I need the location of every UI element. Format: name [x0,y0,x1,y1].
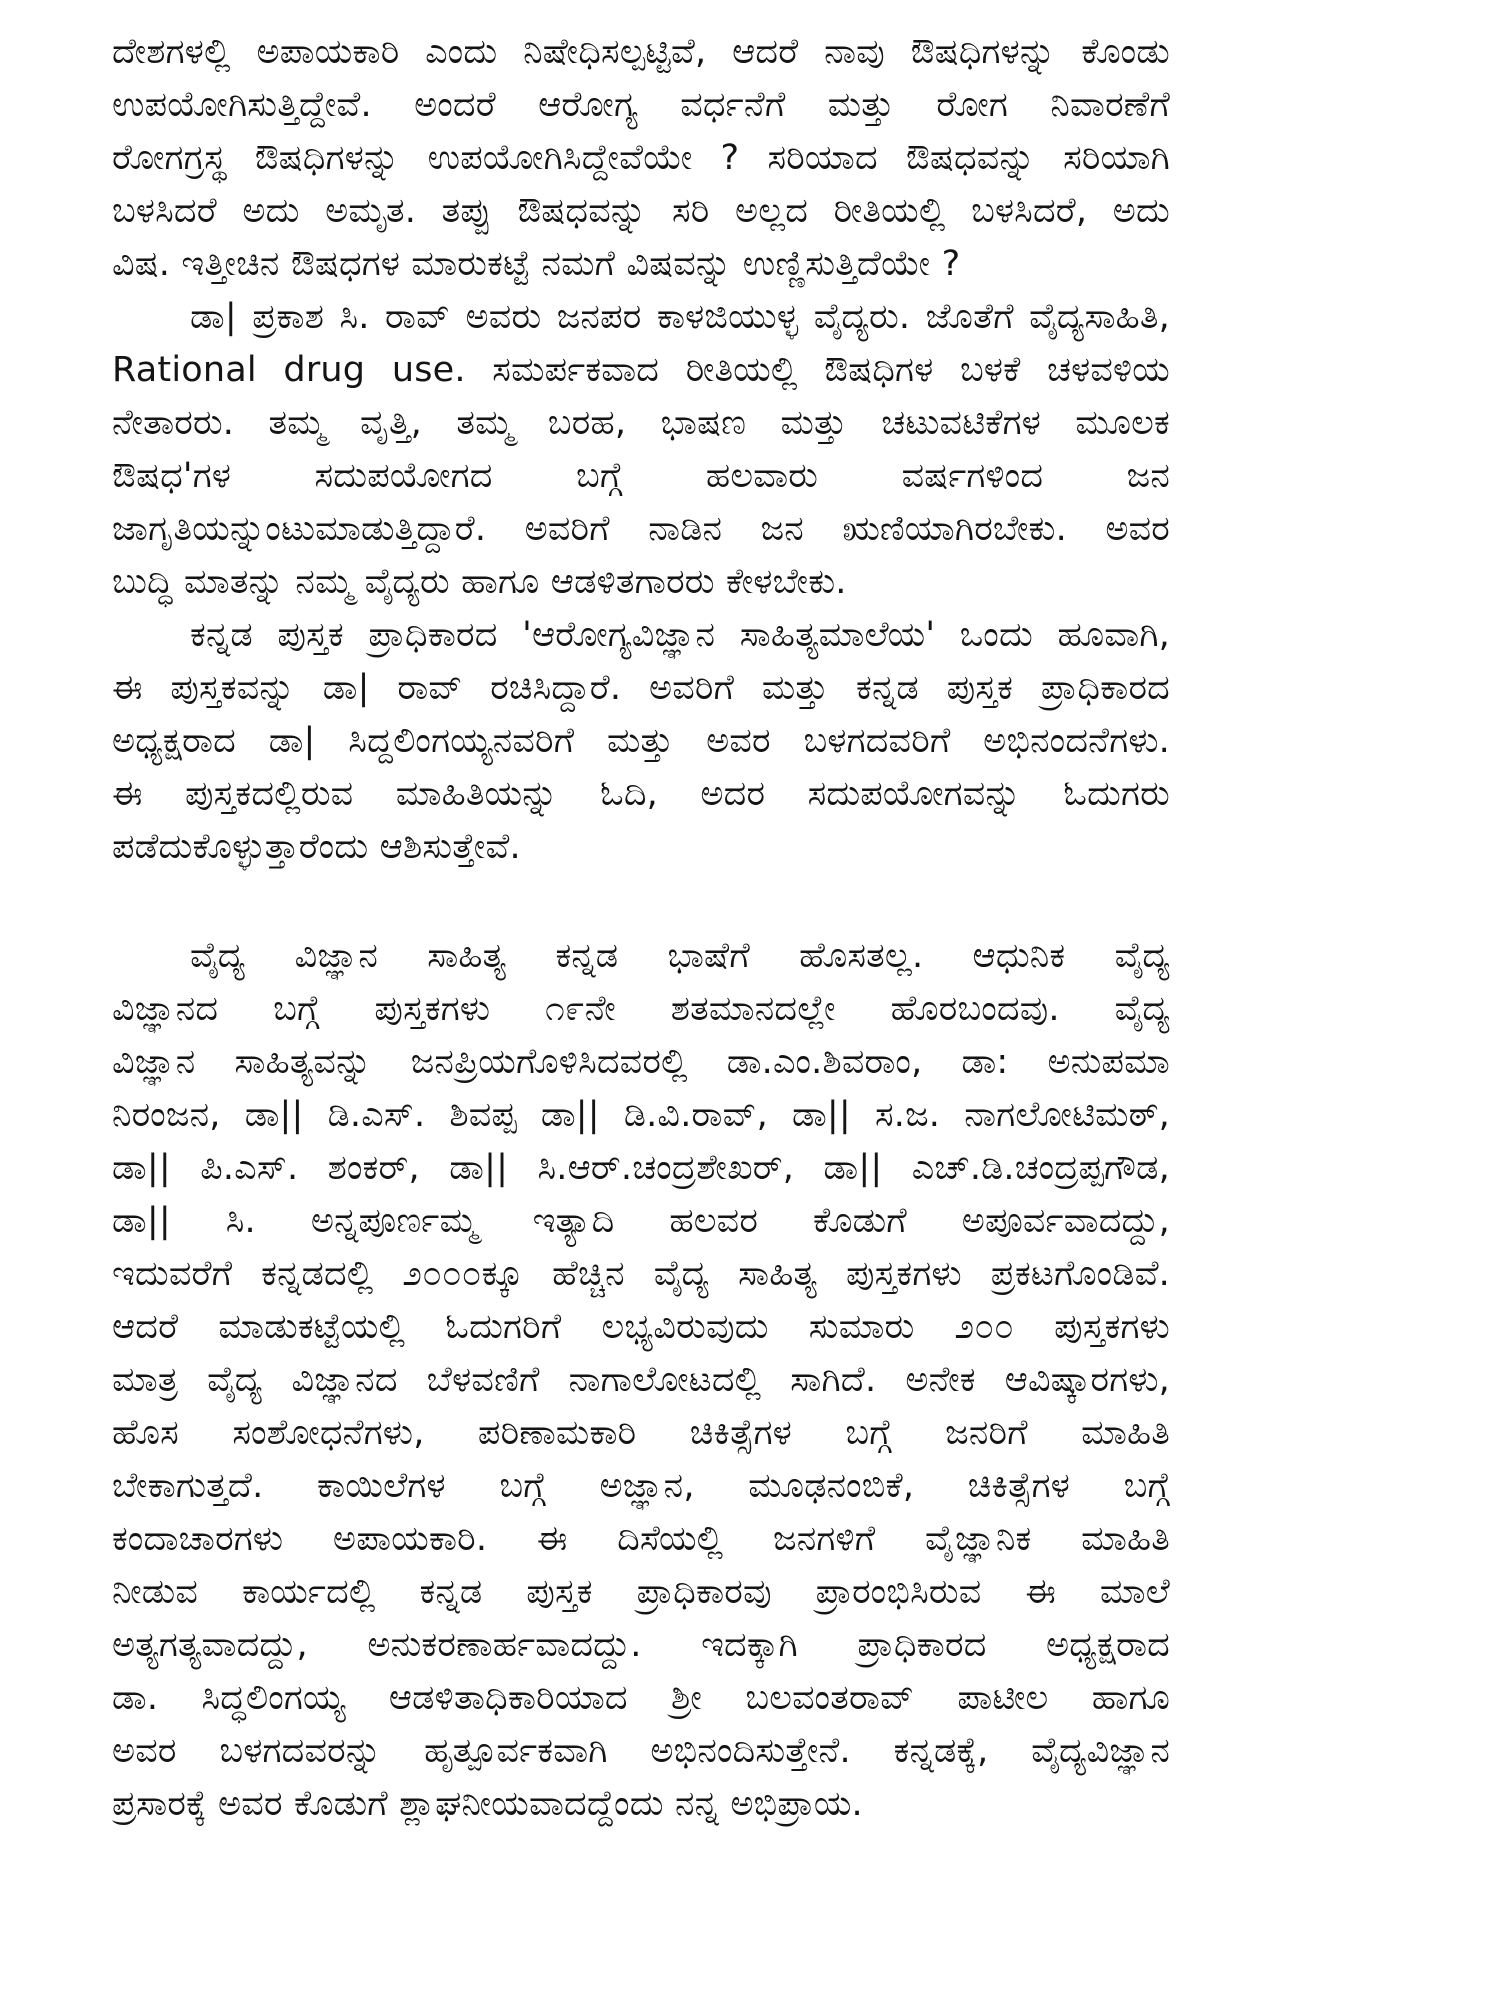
text-line: ಆದರೆ ಮಾಡುಕಟ್ಟೆಯಲ್ಲಿ ಓದುಗರಿಗೆ ಲಭ್ಯವಿರುವುದು ಸುಮಾರು ೨೦೦ ಪುಸ್ತಕಗಳು [112,1307,1170,1347]
paragraph [112,609,1170,874]
scanned-page-text-block [112,26,1170,1831]
text-line: ಡಾ|| ಸಿ. ಅನ್ನಪೂರ್ಣಮ್ಮ ಇತ್ಯಾದಿ ಹಲವರ ಕೊಡುಗೆ ಅಪೂರ್ವವಾದದ್ದು, [112,1201,1170,1241]
text-line: Rational drug use. ಸಮರ್ಪಕವಾದ ರೀತಿಯಲ್ಲಿ ಔಷಧಿಗಳ ಬಳಕೆ ಚಳವಳಿಯ [112,350,1170,390]
paragraph [112,26,1170,291]
text-line: ಅತ್ಯಗತ್ಯವಾದದ್ದು, ಅನುಕರಣಾರ್ಹವಾದದ್ದು. ಇದಕ್ಕಾಗಿ ಪ್ರಾಧಿಕಾರದ ಅಧ್ಯಕ್ಷರಾದ [112,1625,1170,1665]
text-line: ಬುದ್ಧಿ ಮಾತನ್ನು ನಮ್ಮ ವೈದ್ಯರು ಹಾಗೂ ಆಡಳಿತಗಾರರು ಕೇಳಬೇಕು. [112,562,847,602]
text-line: ವಿಜ್ಞಾನದ ಬಗ್ಗೆ ಪುಸ್ತಕಗಳು ೧೯ನೇ ಶತಮಾನದಲ್ಲೇ ಹೊರಬಂದವು. ವೈದ್ಯ [112,989,1170,1029]
text-line: ಬೇಕಾಗುತ್ತದೆ. ಕಾಯಿಲೆಗಳ ಬಗ್ಗೆ ಅಜ್ಞಾನ, ಮೂಢನಂಬಿಕೆ, ಚಿಕಿತ್ಸೆಗಳ ಬಗ್ಗೆ [112,1466,1170,1506]
text-line: ಬಳಸಿದರೆ ಅದು ಅಮೃತ. ತಪ್ಪು ಔಷಧವನ್ನು ಸರಿ ಅಲ್ಲದ ರೀತಿಯಲ್ಲಿ ಬಳಸಿದರೆ, ಅದು [112,191,1170,231]
text-line: ಡಾ|| ಪಿ.ಎಸ್. ಶಂಕರ್, ಡಾ|| ಸಿ.ಆರ್.ಚಂದ್ರಶೇಖರ್, ಡಾ|| ಎಚ್.ಡಿ.ಚಂದ್ರಪ್ಪಗೌಡ, [112,1148,1170,1188]
text-line: ವೈದ್ಯ ವಿಜ್ಞಾನ ಸಾಹಿತ್ಯ ಕನ್ನಡ ಭಾಷೆಗೆ ಹೊಸತಲ್ಲ. ಆಧುನಿಕ ವೈದ್ಯ [190,936,1170,976]
text-line: ಅಧ್ಯಕ್ಷರಾದ ಡಾ| ಸಿದ್ದಲಿಂಗಯ್ಯನವರಿಗೆ ಮತ್ತು ಅವರ ಬಳಗದವರಿಗೆ ಅಭಿನಂದನೆಗಳು. [112,721,1170,761]
text-line: ನಿರಂಜನ, ಡಾ|| ಡಿ.ಎಸ್. ಶಿವಪ್ಪ ಡಾ|| ಡಿ.ವಿ.ರಾವ್, ಡಾ|| ಸ.ಜ. ನಾಗಲೋಟಿಮಠ್, [112,1095,1170,1135]
text-line: ಈ ಪುಸ್ತಕದಲ್ಲಿರುವ ಮಾಹಿತಿಯನ್ನು ಓದಿ, ಅದರ ಸದುಪಯೋಗವನ್ನು ಓದುಗರು [112,774,1170,814]
text-line: ವಿಜ್ಞಾನ ಸಾಹಿತ್ಯವನ್ನು ಜನಪ್ರಿಯಗೊಳಿಸಿದವರಲ್ಲಿ ಡಾ.ಎಂ.ಶಿವರಾಂ, ಡಾ: ಅನುಪಮಾ [112,1042,1170,1082]
text-line: ಇದುವರೆಗೆ ಕನ್ನಡದಲ್ಲಿ ೨೦೦೦ಕ್ಕೂ ಹೆಚ್ಚಿನ ವೈದ್ಯ ಸಾಹಿತ್ಯ ಪುಸ್ತಕಗಳು ಪ್ರಕಟಗೊಂಡಿವೆ. [112,1254,1170,1294]
text-line: ಜಾಗೃತಿಯನ್ನುಂಟುಮಾಡುತ್ತಿದ್ದಾರೆ. ಅವರಿಗೆ ನಾಡಿನ ಜನ ಋಣಿಯಾಗಿರಬೇಕು. ಅವರ [112,509,1170,549]
text-line: ಈ ಪುಸ್ತಕವನ್ನು ಡಾ| ರಾವ್ ರಚಿಸಿದ್ದಾರೆ. ಅವರಿಗೆ ಮತ್ತು ಕನ್ನಡ ಪುಸ್ತಕ ಪ್ರಾಧಿಕಾರದ [112,668,1170,708]
text-line: ರೋಗಗ್ರಸ್ಥ ಔಷಧಿಗಳನ್ನು ಉಪಯೋಗಿಸಿದ್ದೇವೆಯೇ ? ಸರಿಯಾದ ಔಷಧವನ್ನು ಸರಿಯಾಗಿ [112,138,1170,178]
text-line: ಪ್ರಸಾರಕ್ಕೆ ಅವರ ಕೊಡುಗೆ ಶ್ಲಾಘನೀಯವಾದದ್ದೆಂದು ನನ್ನ ಅಭಿಪ್ರಾಯ. [112,1784,863,1824]
text-line: ದೇಶಗಳಲ್ಲಿ ಅಪಾಯಕಾರಿ ಎಂದು ನಿಷೇಧಿಸಲ್ಪಟ್ಟಿವೆ, ಆದರೆ ನಾವು ಔಷಧಿಗಳನ್ನು ಕೊಂಡು [112,32,1170,72]
text-line: ಕನ್ನಡ ಪುಸ್ತಕ ಪ್ರಾಧಿಕಾರದ 'ಆರೋಗ್ಯವಿಜ್ಞಾನ ಸಾಹಿತ್ಯಮಾಲೆಯ' ಒಂದು ಹೂವಾಗಿ, [190,615,1170,655]
text-line: ಡಾ. ಸಿದ್ಧಲಿಂಗಯ್ಯ ಆಡಳಿತಾಧಿಕಾರಿಯಾದ ಶ್ರೀ ಬಲವಂತರಾವ್ ಪಾಟೀಲ ಹಾಗೂ [112,1678,1170,1718]
text-line: ಹೊಸ ಸಂಶೋಧನೆಗಳು, ಪರಿಣಾಮಕಾರಿ ಚಿಕಿತ್ಸೆಗಳ ಬಗ್ಗೆ ಜನರಿಗೆ ಮಾಹಿತಿ [112,1413,1170,1453]
text-line: ಪಡೆದುಕೊಳ್ಳುತ್ತಾರೆಂದು ಆಶಿಸುತ್ತೇವೆ. [112,827,521,867]
paragraph [112,291,1170,609]
text-line: ನೀಡುವ ಕಾರ್ಯದಲ್ಲಿ ಕನ್ನಡ ಪುಸ್ತಕ ಪ್ರಾಧಿಕಾರವು ಪ್ರಾರಂಭಿಸಿರುವ ಈ ಮಾಲೆ [112,1572,1170,1612]
paragraph [112,930,1170,1831]
text-line: ಮಾತ್ರ ವೈದ್ಯ ವಿಜ್ಞಾನದ ಬೆಳವಣಿಗೆ ನಾಗಾಲೋಟದಲ್ಲಿ ಸಾಗಿದೆ. ಅನೇಕ ಆವಿಷ್ಕಾರಗಳು, [112,1360,1170,1400]
text-line: ಉಪಯೋಗಿಸುತ್ತಿದ್ದೇವೆ. ಅಂದರೆ ಆರೋಗ್ಯ ವರ್ಧನೆಗೆ ಮತ್ತು ರೋಗ ನಿವಾರಣೆಗೆ [112,85,1170,125]
text-line: ಡಾ| ಪ್ರಕಾಶ ಸಿ. ರಾವ್ ಅವರು ಜನಪರ ಕಾಳಜಿಯುಳ್ಳ ವೈದ್ಯರು. ಜೊತೆಗೆ ವೈದ್ಯಸಾಹಿತಿ, [190,297,1170,337]
text-line: ಅವರ ಬಳಗದವರನ್ನು ಹೃತ್ಪೂರ್ವಕವಾಗಿ ಅಭಿನಂದಿಸುತ್ತೇನೆ. ಕನ್ನಡಕ್ಕೆ, ವೈದ್ಯವಿಜ್ಞಾನ [112,1731,1170,1771]
text-line: ಔಷಧ'ಗಳ ಸದುಪಯೋಗದ ಬಗ್ಗೆ ಹಲವಾರು ವರ್ಷಗಳಿಂದ ಜನ [112,456,1170,496]
text-line: ನೇತಾರರು. ತಮ್ಮ ವೃತ್ತಿ, ತಮ್ಮ ಬರಹ, ಭಾಷಣ ಮತ್ತು ಚಟುವಟಿಕೆಗಳ ಮೂಲಕ [112,403,1170,443]
text-line: ಕಂದಾಚಾರಗಳು ಅಪಾಯಕಾರಿ. ಈ ದಿಸೆಯಲ್ಲಿ ಜನಗಳಿಗೆ ವೈಜ್ಞಾನಿಕ ಮಾಹಿತಿ [112,1519,1170,1559]
text-line: ವಿಷ. ಇತ್ತೀಚಿನ ಔಷಧಗಳ ಮಾರುಕಟ್ಟೆ ನಮಗೆ ವಿಷವನ್ನು ಉಣ್ಣಿಸುತ್ತಿದೆಯೇ ? [112,244,961,284]
